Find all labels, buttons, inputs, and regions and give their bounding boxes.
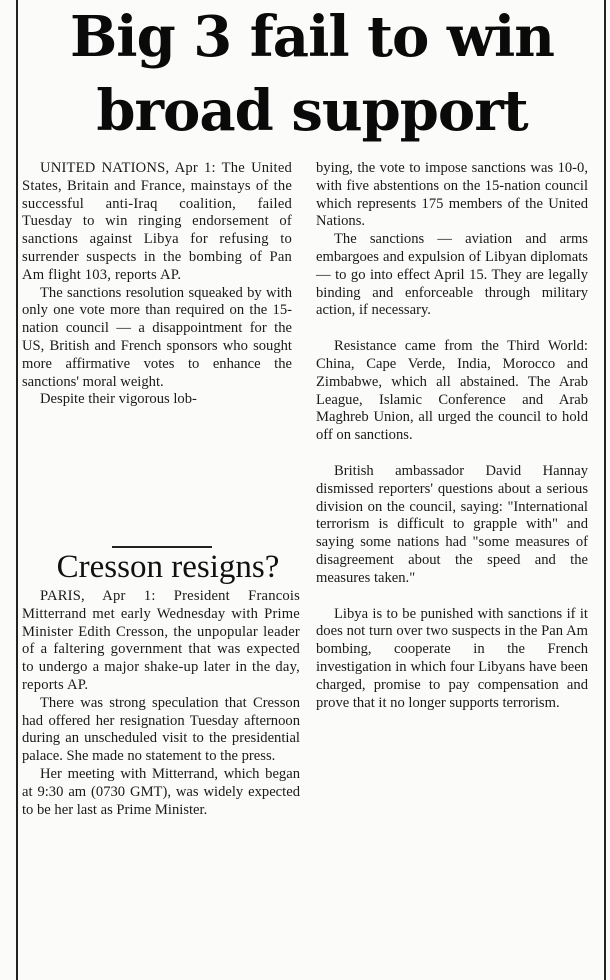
article-1-paragraph: Resistance came from the Third World: China, Cape Verde, India, Morocco and Zimbabwe, which all abstained. The Arab League, Islamic Conference and Arab Maghreb Union, all urged the council to hold off on sanctions. [316,338,588,444]
main-headline-line-1: Big 3 fail to win [69,4,555,70]
article-1-paragraph: The sanctions — aviation and arms embargoes and expulsion of Libyan diplomats — to go into effect April 15. They are legally binding and enforceable through military action, if necessary. [316,231,588,319]
article-1-paragraph: The sanctions resolution squeaked by with only one vote more than required on the 15-nation council — a disappointment for the US, British and French sponsors who sought more affirmative votes to enhance the sanctions' moral weight. [22,284,292,390]
article-1-paragraph: bying, the vote to impose sanctions was 10-0, with five abstentions on the 15-nation council which represents 175 members of the United Nations. [316,160,588,230]
article-1-paragraph: UNITED NATIONS, Apr 1: The United States, Britain and France, mainstays of the successful anti-Iraq coalition, failed Tuesday to win ringing endorsement of sanctions against Libya for refusing to surrender suspects in the bombing of Pan Am flight 103, reports AP. [22,160,292,283]
article-1-column-2 [316,160,588,712]
article-1-column-1 [22,160,292,409]
article-2-paragraph: Her meeting with Mitterrand, which began at 9:30 am (0730 GMT), was widely expected to be her last as Prime Minister. [22,765,300,818]
article-1-paragraph: Despite their vigorous lob- [40,391,197,408]
article-2-paragraph: PARIS, Apr 1: President Francois Mitterrand met early Wednesday with Prime Minister Edith Cresson, the unpopular leader of a faltering government that was expected to undergo a major shake-up later in the day, reports AP. [22,588,300,693]
left-column-rule [16,0,18,980]
paragraph-gap [316,320,588,338]
article-2-body [22,588,300,819]
paragraph-gap [316,445,588,463]
paragraph-gap [316,588,588,606]
main-headline-line-2: broad support [96,78,528,144]
article-1-paragraph: Libya is to be punished with sanctions if it does not turn over two suspects in the Pan Am bombing, cooperate in the French investigation in which four Libyans have been charged, promise to pay compensation and prove that it no longer supports terrorism. [316,605,588,711]
article-2-headline: Cresson resigns? [56,549,280,585]
article-1-paragraph: British ambassador David Hannay dismissed reporters' questions about a serious division on the council, saying: "International terrorism is difficult to grapple with" and saying some nations had "some measures of disagreement about the speed and the measures taken." [316,462,588,586]
article-2-paragraph: There was strong speculation that Cresson had offered her resignation Tuesday afternoon during an unscheduled visit to the presidential palace. She made no statement to the press. [22,694,300,765]
right-column-rule [604,0,606,980]
